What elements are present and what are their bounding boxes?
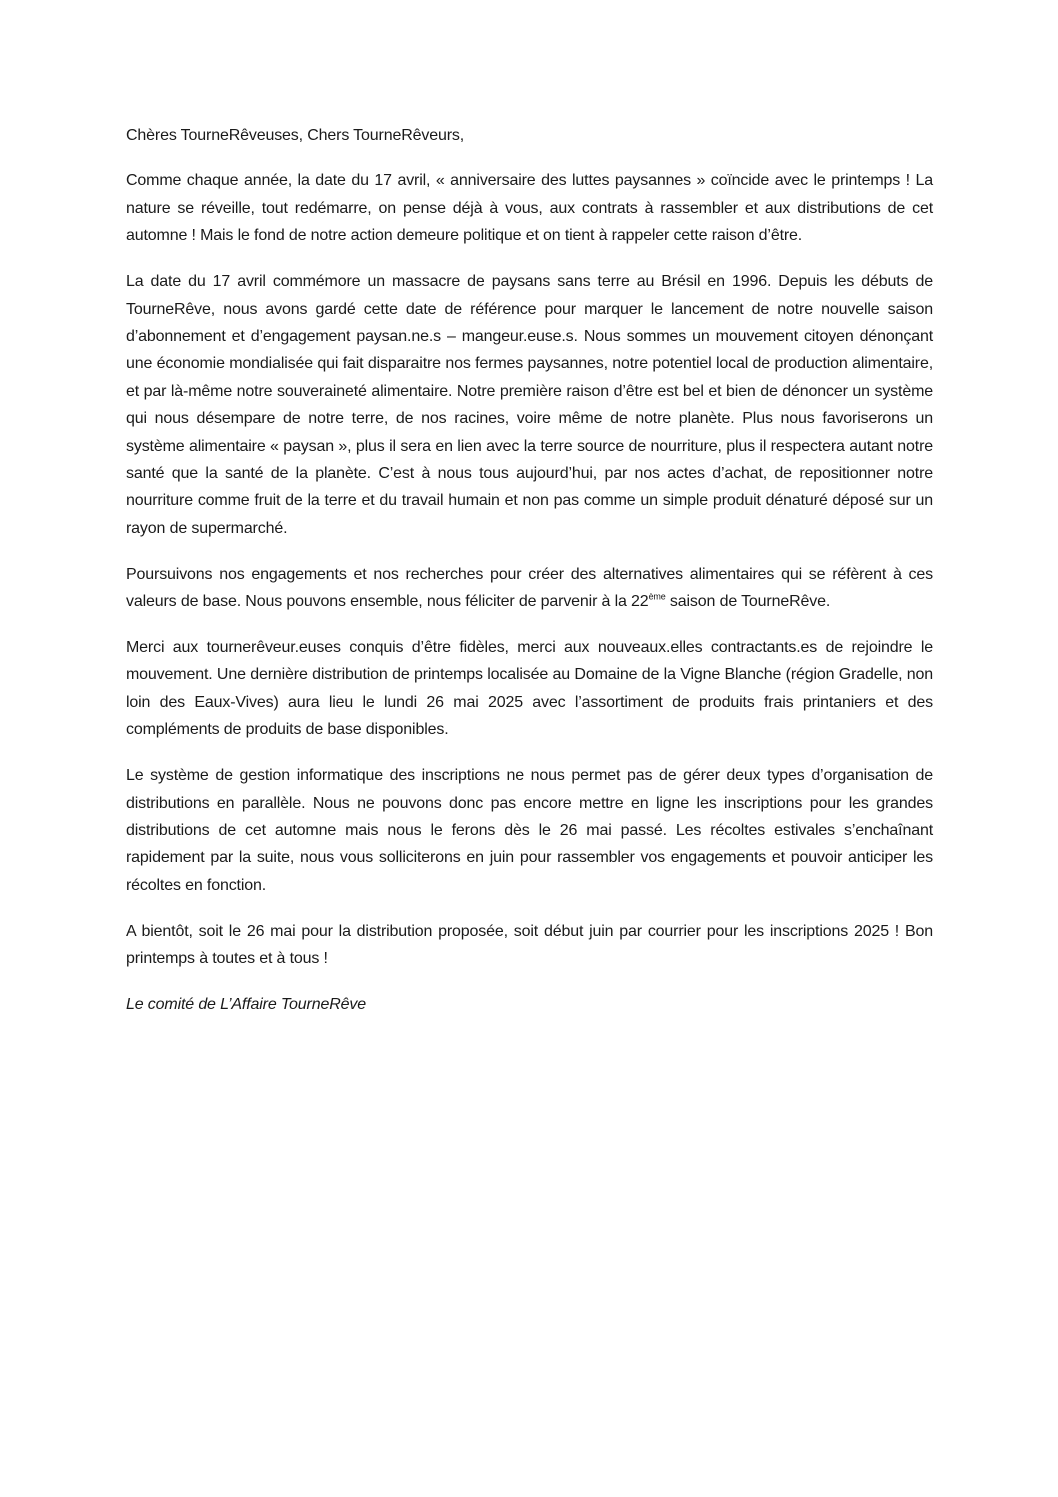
paragraph-season-text-end: saison de TourneRêve. [665,593,831,611]
signature: Le comité de L’Affaire TourneRêve [126,995,366,1013]
ordinal-suffix: ème [648,591,666,602]
paragraph-registration: Le système de gestion informatique des inscriptions ne nous permet pas de gérer deux types d’organisation de distributions en parallèle. Nous ne pouvons donc pas encore mettre en ligne les inscriptions pour les grandes distributions de cet automne mais nous le ferons dès le 26 mai passé. Les récoltes estivales s’enchaînant rapidement par la suite, nous vous solliciterons en juin pour rassembler vos engagements et pouvoir anticiper les récoltes en fonction. [126,767,933,894]
paragraph-intro: Comme chaque année, la date du 17 avril, « anniversaire des luttes paysannes » coïncide avec le printemps ! La nature se réveille, tout redémarre, on pense déjà à vous, aux contrats à rassembler et aux distributions de cet automne ! Mais le fond de notre action demeure politique et on tient à rappeler cette raison d’être. [126,172,933,245]
salutation: Chères TourneRêveuses, Chers TourneRêveurs, [126,127,465,144]
letter-body [126,122,933,1037]
paragraph-season-text: Poursuivons nos engagements et nos recherches pour créer des alternatives alimentaires qui se réfèrent à ces valeurs de base. Nous pouvons ensemble, nous féliciter de parvenir à la 22 [126,565,933,611]
paragraph-thanks: Merci aux tournerêveur.euses conquis d’être fidèles, merci aux nouveaux.elles contractants.es de rejoindre le mouvement. Une dernière distribution de printemps localisée au Domaine de la Vigne Blanche (région Gradelle, non loin des Eaux-Vives) aura lieu le lundi 26 mai 2025 avec l’assortiment de produits frais printaniers et des compléments de produits de base disponibles. [126,639,933,739]
paragraph-history: La date du 17 avril commémore un massacre de paysans sans terre au Brésil en 1996. Depuis les débuts de TourneRêve, nous avons gardé cette date de référence pour marquer le lancement de notre nouvelle saison d’abonnement et d’engagement paysan.ne.s – mangeur.euse.s. Nous sommes un mouvement citoyen dénonçant une économie mondialisée qui fait disparaitre nos fermes paysannes, notre potentiel local de production alimentaire, et par là-même notre souveraineté alimentaire. Notre première raison d’être est bel et bien de dénoncer un système qui nous désempare de notre terre, de nos racines, voire même de notre planète. Plus nous favoriserons un système alimentaire « paysan », plus il sera en lien avec la terre source de nourriture, plus il respectera autant notre santé que la santé de la planète. C’est à nous tous aujourd’hui, par nos actes d’achat, de repositionner notre nourriture comme fruit de la terre et du travail humain et non pas comme un simple produit dénaturé déposé sur un rayon de supermarché. [126,273,933,537]
paragraph-closing: A bientôt, soit le 26 mai pour la distribution proposée, soit début juin par courrier pour les inscriptions 2025 ! Bon printemps à toutes et à tous ! [126,922,933,968]
paragraph-season [126,561,933,616]
